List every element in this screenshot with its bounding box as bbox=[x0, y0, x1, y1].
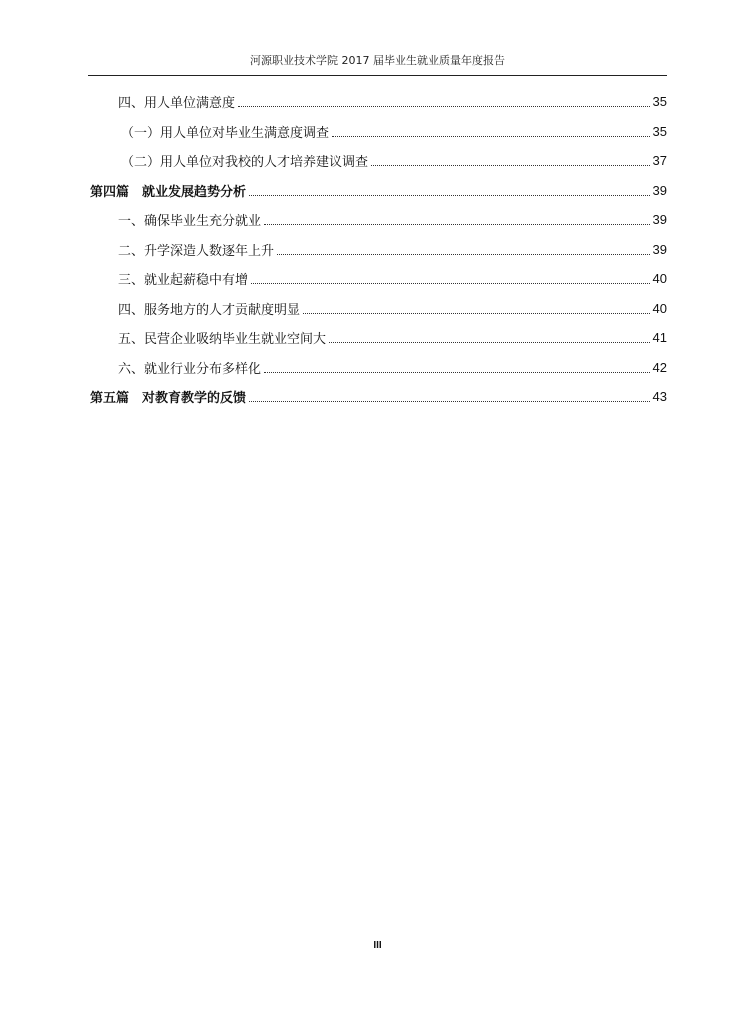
toc-entry[interactable] bbox=[88, 382, 667, 412]
page-number: III bbox=[373, 940, 382, 951]
toc-entry-page: 41 bbox=[652, 330, 667, 346]
toc-entry[interactable] bbox=[88, 323, 667, 353]
toc-entry-page: 42 bbox=[652, 359, 667, 375]
toc-entry[interactable] bbox=[88, 87, 667, 117]
toc-dot-leader bbox=[251, 283, 650, 284]
toc-entry-page: 43 bbox=[652, 389, 667, 405]
toc-dot-leader bbox=[264, 224, 650, 225]
toc-entry[interactable] bbox=[88, 176, 667, 206]
toc-entry-label: 六、就业行业分布多样化 bbox=[118, 361, 262, 377]
toc-entry-page: 39 bbox=[652, 241, 667, 257]
toc-entry-label: 一、确保毕业生充分就业 bbox=[118, 214, 262, 230]
toc-dot-leader bbox=[371, 165, 650, 166]
toc-entry[interactable] bbox=[88, 294, 667, 324]
toc-dot-leader bbox=[303, 313, 650, 314]
toc-entry-label: 四、用人单位满意度 bbox=[118, 96, 236, 112]
table-of-contents bbox=[88, 87, 667, 412]
toc-entry-label: 五、民营企业吸纳毕业生就业空间大 bbox=[118, 332, 327, 348]
toc-entry-page: 39 bbox=[652, 182, 667, 198]
toc-dot-leader bbox=[249, 195, 650, 196]
toc-entry-label: 第四篇 就业发展趋势分析 bbox=[90, 184, 247, 200]
toc-entry[interactable] bbox=[88, 117, 667, 147]
toc-dot-leader bbox=[238, 106, 650, 107]
toc-entry[interactable] bbox=[88, 353, 667, 383]
toc-dot-leader bbox=[249, 401, 650, 402]
toc-entry[interactable] bbox=[88, 205, 667, 235]
toc-entry-page: 37 bbox=[652, 153, 667, 169]
toc-dot-leader bbox=[277, 254, 650, 255]
header-title: 河源职业技术学院 2017 届毕业生就业质量年度报告 bbox=[250, 54, 505, 67]
toc-entry-page: 35 bbox=[652, 123, 667, 139]
toc-entry-page: 40 bbox=[652, 271, 667, 287]
toc-entry-label: 三、就业起薪稳中有增 bbox=[118, 273, 249, 289]
toc-dot-leader bbox=[264, 372, 650, 373]
toc-entry[interactable] bbox=[88, 264, 667, 294]
toc-entry-page: 35 bbox=[652, 94, 667, 110]
toc-entry[interactable] bbox=[88, 235, 667, 265]
toc-dot-leader bbox=[332, 136, 650, 137]
toc-entry-page: 39 bbox=[652, 212, 667, 228]
toc-entry-label: 二、升学深造人数逐年上升 bbox=[118, 243, 275, 259]
toc-entry-page: 40 bbox=[652, 300, 667, 316]
toc-dot-leader bbox=[329, 342, 650, 343]
toc-entry-label: （一）用人单位对毕业生满意度调查 bbox=[121, 125, 330, 141]
toc-entry-label: （二）用人单位对我校的人才培养建议调查 bbox=[121, 155, 369, 171]
toc-entry-label: 第五篇 对教育教学的反馈 bbox=[90, 391, 247, 407]
toc-entry[interactable] bbox=[88, 146, 667, 176]
header-divider bbox=[88, 75, 667, 76]
toc-entry-label: 四、服务地方的人才贡献度明显 bbox=[118, 302, 301, 318]
